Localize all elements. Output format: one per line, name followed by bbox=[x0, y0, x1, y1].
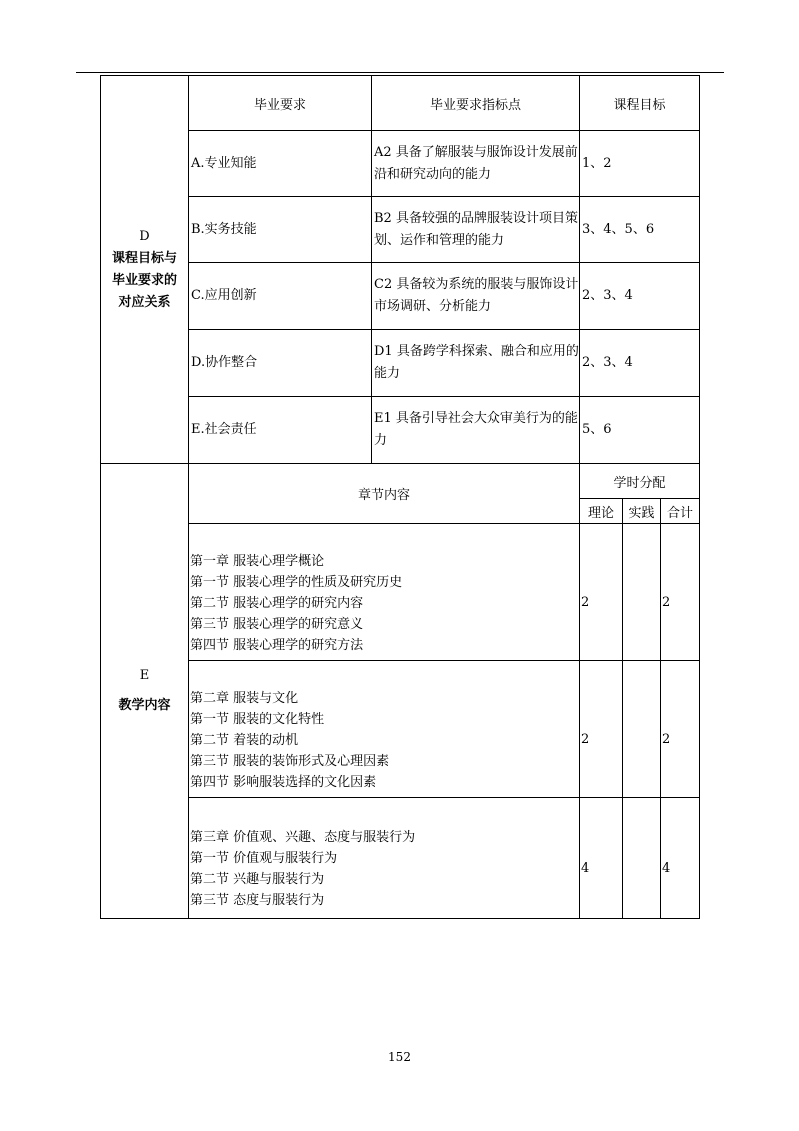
goals-cell: 3、4、5、6 bbox=[580, 197, 700, 263]
section-e-label bbox=[101, 464, 189, 919]
table-row bbox=[101, 661, 700, 798]
section-d-label bbox=[101, 76, 189, 464]
total-hours: 2 bbox=[661, 661, 700, 798]
table-row bbox=[101, 197, 700, 263]
header-requirement: 毕业要求 bbox=[189, 76, 372, 131]
indicator-cell: A2 具备了解服装与服饰设计发展前沿和研究动向的能力 bbox=[372, 131, 580, 197]
goals-cell: 1、2 bbox=[580, 131, 700, 197]
header-theory: 理论 bbox=[580, 499, 623, 524]
section-e-title: 教学内容 bbox=[118, 698, 171, 713]
header-indicator: 毕业要求指标点 bbox=[372, 76, 580, 131]
header-course-goals: 课程目标 bbox=[580, 76, 700, 131]
table-row bbox=[101, 330, 700, 397]
page-number: 152 bbox=[388, 1050, 411, 1064]
chapter-line: 第三节 态度与服装行为 bbox=[190, 893, 325, 908]
chapter-line: 第三节 服装心理学的研究意义 bbox=[190, 616, 364, 632]
section-d-title-line: 毕业要求的 bbox=[111, 272, 177, 288]
chapter-line: 第一章 服装心理学概论 bbox=[190, 553, 325, 569]
theory-hours: 2 bbox=[580, 524, 623, 661]
section-d-title-line: 对应关系 bbox=[118, 294, 171, 310]
requirement-cell: A.专业知能 bbox=[189, 131, 372, 197]
requirement-cell: C.应用创新 bbox=[189, 263, 372, 330]
chapter-line: 第二节 服装心理学的研究内容 bbox=[190, 595, 364, 611]
chapter-line: 第一节 价值观与服装行为 bbox=[190, 851, 338, 866]
requirement-cell: E.社会责任 bbox=[189, 397, 372, 464]
chapter-cell bbox=[189, 524, 580, 661]
chapter-line: 第四节 服装心理学的研究方法 bbox=[190, 637, 364, 653]
header-rule bbox=[76, 72, 724, 73]
theory-hours: 2 bbox=[580, 661, 623, 798]
chapter-line: 第二章 服装与文化 bbox=[190, 690, 299, 706]
header-hours: 学时分配 bbox=[580, 464, 700, 499]
requirement-cell: B.实务技能 bbox=[189, 197, 372, 263]
table-row bbox=[101, 131, 700, 197]
total-hours: 2 bbox=[661, 524, 700, 661]
chapter-line: 第二节 兴趣与服装行为 bbox=[190, 872, 325, 887]
header-total: 合计 bbox=[661, 499, 700, 524]
theory-hours: 4 bbox=[580, 798, 623, 919]
table-row bbox=[101, 397, 700, 464]
indicator-cell: E1 具备引导社会大众审美行为的能力 bbox=[372, 397, 580, 464]
practice-hours bbox=[623, 661, 661, 798]
requirement-cell: D.协作整合 bbox=[189, 330, 372, 397]
practice-hours bbox=[623, 798, 661, 919]
table-row bbox=[101, 263, 700, 330]
table-row bbox=[101, 798, 700, 919]
goals-cell: 5、6 bbox=[580, 397, 700, 464]
chapter-cell bbox=[189, 798, 580, 919]
header-chapter-content: 章节内容 bbox=[189, 464, 580, 524]
indicator-cell: D1 具备跨学科探索、融合和应用的能力 bbox=[372, 330, 580, 397]
chapter-line: 第四节 影响服装选择的文化因素 bbox=[190, 774, 377, 790]
table-row bbox=[101, 524, 700, 661]
chapter-line: 第三节 服装的装饰形式及心理因素 bbox=[190, 753, 390, 769]
goals-cell: 2、3、4 bbox=[580, 263, 700, 330]
syllabus-table bbox=[100, 75, 700, 919]
section-e-letter: E bbox=[139, 668, 150, 683]
practice-hours bbox=[623, 524, 661, 661]
goals-cell: 2、3、4 bbox=[580, 330, 700, 397]
section-d-title-line: 课程目标与 bbox=[111, 250, 177, 266]
chapter-line: 第一节 服装的文化特性 bbox=[190, 711, 325, 727]
section-d-letter: D bbox=[139, 228, 150, 244]
indicator-cell: B2 具备较强的品牌服装设计项目策划、运作和管理的能力 bbox=[372, 197, 580, 263]
chapter-line: 第一节 服装心理学的性质及研究历史 bbox=[190, 574, 403, 590]
indicator-cell: C2 具备较为系统的服装与服饰设计市场调研、分析能力 bbox=[372, 263, 580, 330]
header-practice: 实践 bbox=[623, 499, 661, 524]
total-hours: 4 bbox=[661, 798, 700, 919]
chapter-line: 第二节 着装的动机 bbox=[190, 732, 299, 748]
chapter-cell bbox=[189, 661, 580, 798]
chapter-line: 第三章 价值观、兴趣、态度与服装行为 bbox=[190, 830, 416, 845]
